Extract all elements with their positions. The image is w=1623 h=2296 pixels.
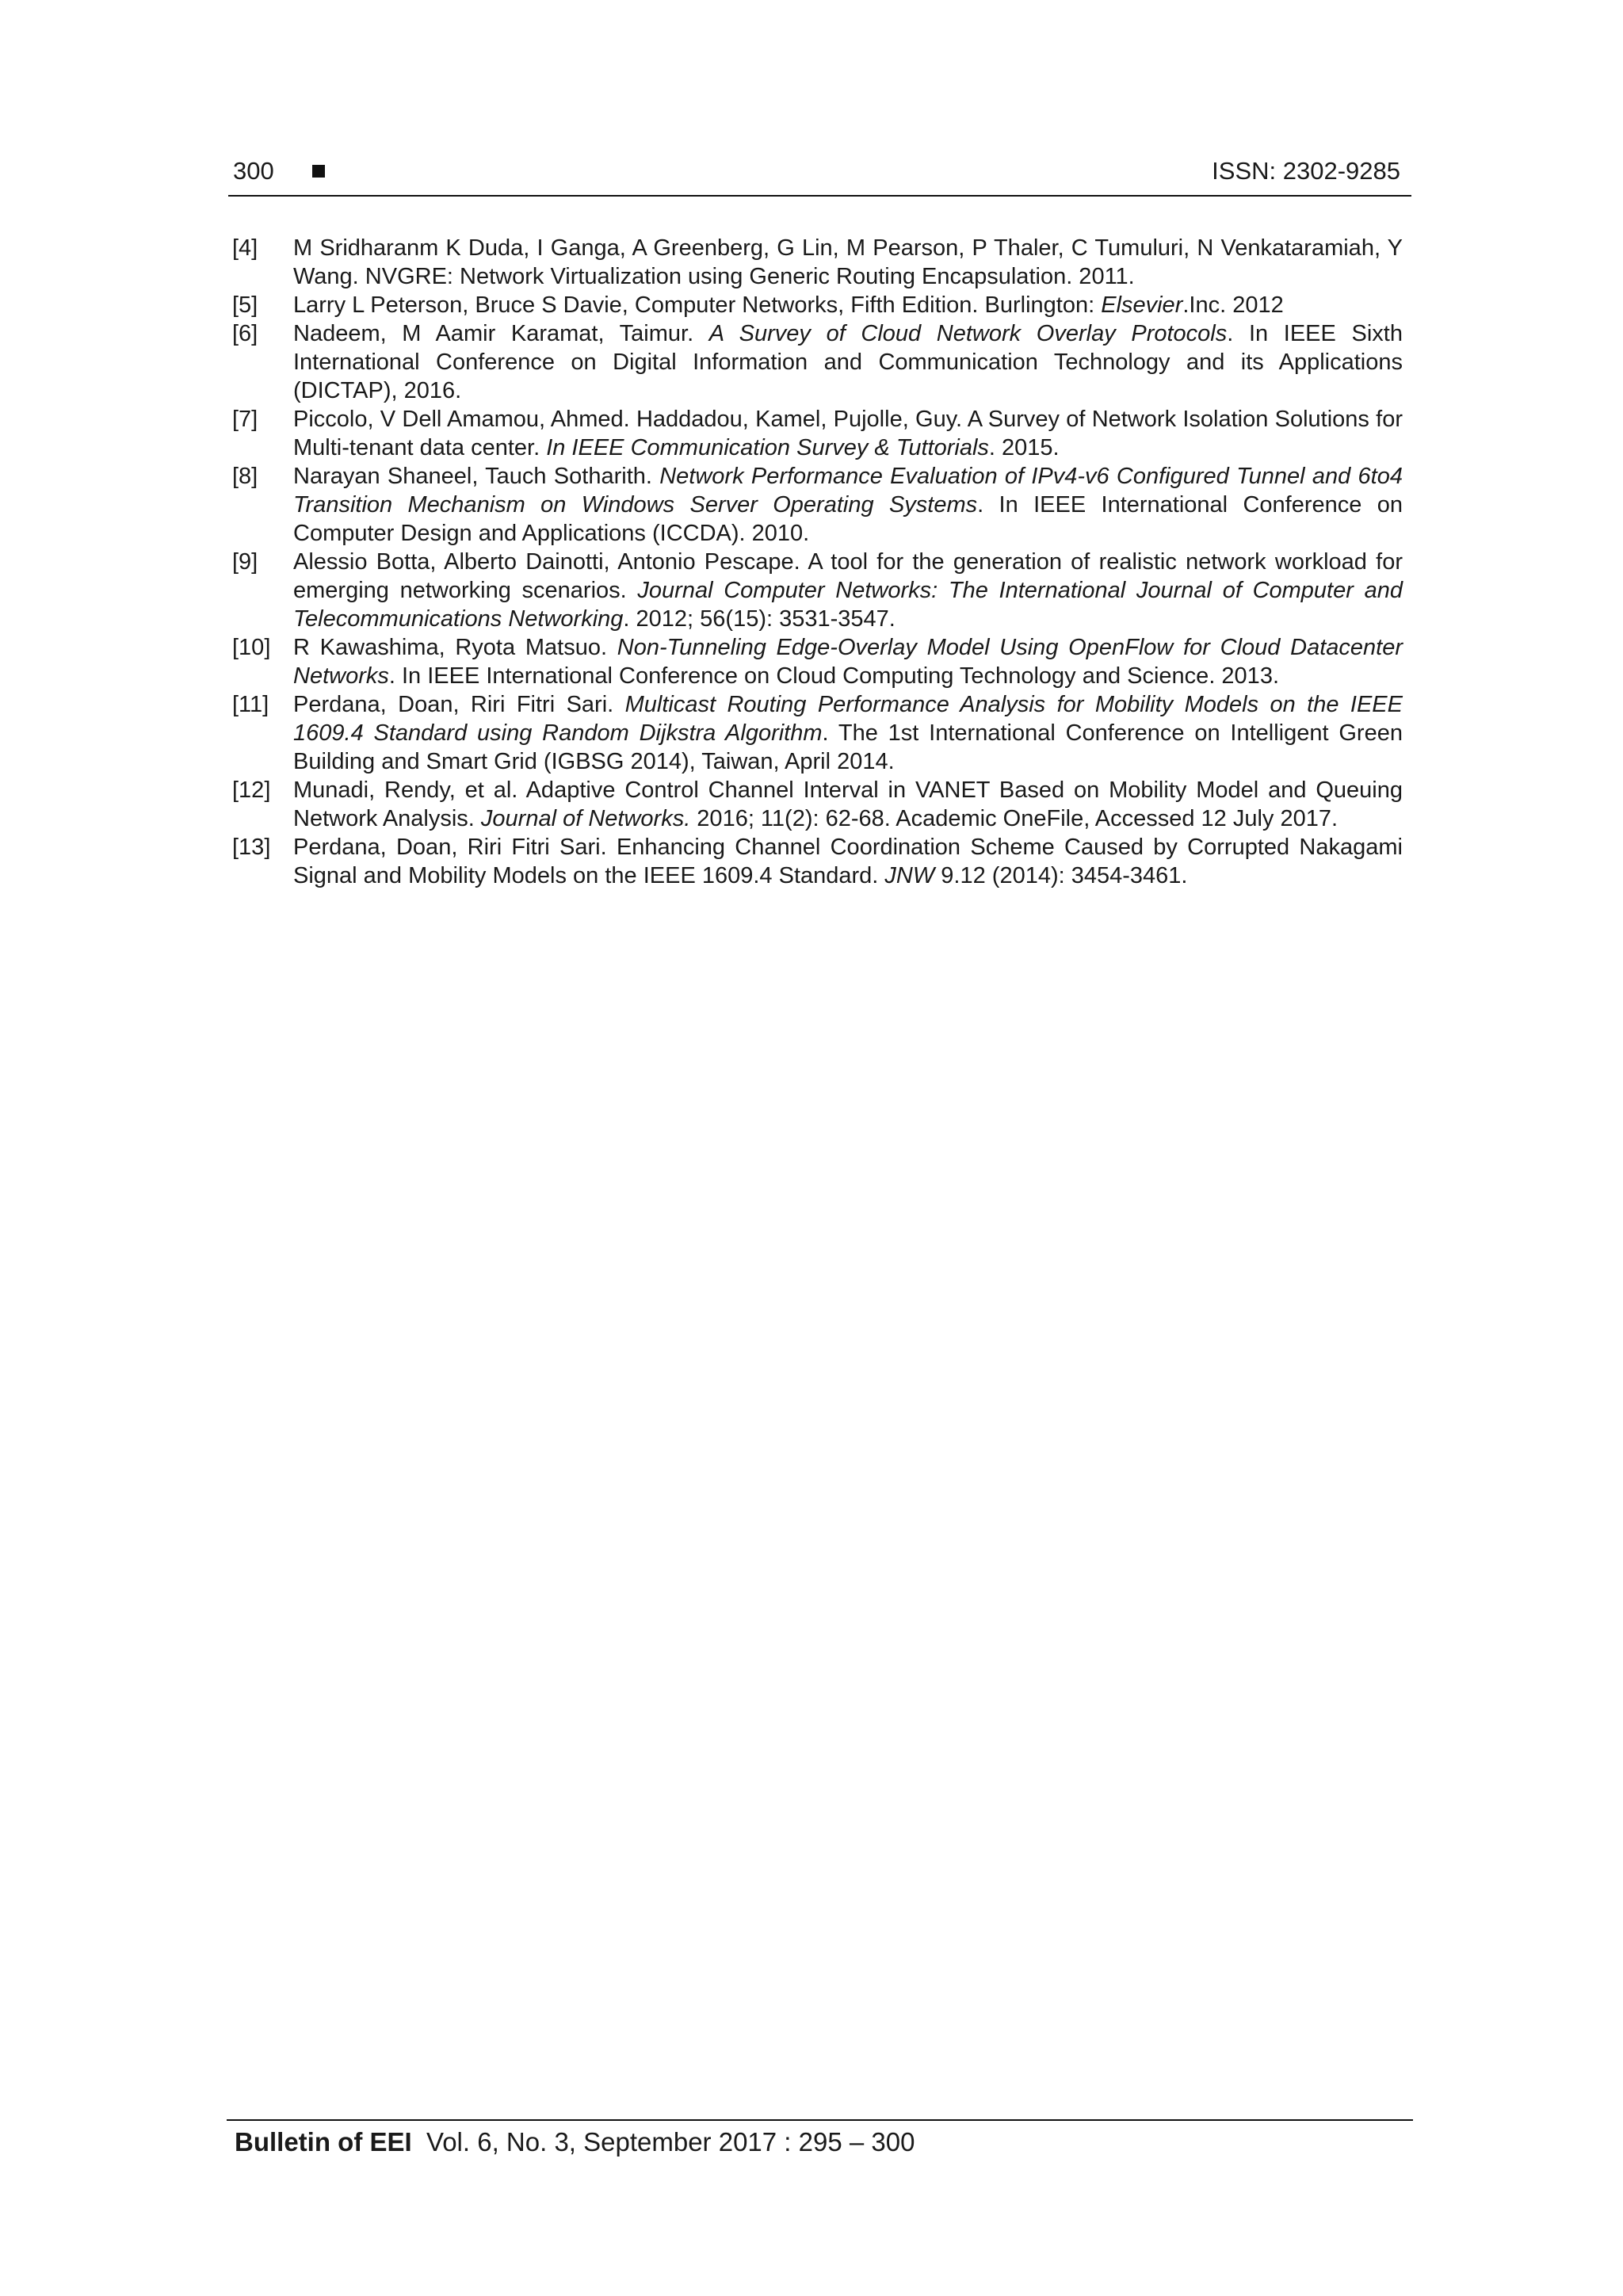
reference-segment: Munadi, Rendy, et al. Adaptive Control Channel Interval in VANET Based on Mobility Model and Queuing Network Analysis. (293, 777, 1403, 831)
reference-title-italic: Non-Tunneling Edge-Overlay Model Using OpenFlow for Cloud Datacenter Networks (293, 635, 1403, 689)
reference-text (293, 549, 1403, 632)
reference-segment: Perdana, Doan, Riri Fitri Sari. (293, 692, 625, 717)
reference-number: [7] (232, 407, 258, 432)
reference-text (293, 321, 1403, 403)
page-footer (235, 2125, 915, 2160)
reference-text (293, 407, 1403, 460)
reference-entry (232, 291, 1403, 319)
reference-number: [5] (232, 292, 258, 318)
reference-text (293, 464, 1403, 546)
reference-title-italic: Network Performance Evaluation of IPv4-v6 Configured Tunnel and 6to4 Transition Mechanism on Windows Server Operating Systems (293, 464, 1403, 518)
reference-text (293, 292, 1284, 318)
footer-journal-name: Bulletin of EEI (235, 2127, 412, 2157)
reference-number: [6] (232, 321, 258, 346)
reference-text (293, 635, 1403, 689)
reference-number: [4] (232, 235, 258, 261)
reference-segment: 2016; 11(2): 62-68. Academic OneFile, Accessed 12 July 2017. (690, 806, 1338, 831)
footer-issue-details: Vol. 6, No. 3, September 2017 : 295 – 300 (426, 2127, 915, 2157)
reference-segment: Larry L Peterson, Bruce S Davie, Computer Networks, Fifth Edition. Burlington: (293, 292, 1102, 318)
reference-segment: . In IEEE Sixth International Conference on Digital Information and Communication Technology and its Applications (DICTAP), 2016. (293, 321, 1403, 403)
reference-text (293, 692, 1403, 774)
reference-title-italic: Multicast Routing Performance Analysis for Mobility Models on the IEEE 1609.4 Standard using Random Dijkstra Algorithm (293, 692, 1403, 746)
reference-text (293, 777, 1403, 831)
reference-title-italic: Journal of Networks. (480, 806, 691, 831)
footer-divider (227, 2119, 1413, 2121)
page-number: 300 (233, 157, 274, 185)
reference-entry (232, 234, 1403, 291)
reference-segment: M Sridharanm K Duda, I Ganga, A Greenberg, G Lin, M Pearson, P Thaler, C Tumuluri, N Venkataramiah, Y Wang. NVGRE: Network Virtualization using Generic Routing Encapsulation. 2011. (293, 235, 1403, 289)
reference-title-italic: Elsevier (1101, 292, 1183, 318)
issn-label: ISSN: 2302-9285 (1212, 157, 1400, 185)
reference-segment: . 2012; 56(15): 3531-3547. (623, 606, 896, 632)
reference-segment: . In IEEE International Conference on Computer Design and Applications (ICCDA). 2010. (293, 492, 1403, 546)
reference-segment: . 2015. (988, 435, 1060, 460)
reference-entry (232, 405, 1403, 462)
reference-entry (232, 690, 1403, 776)
reference-entry (232, 319, 1403, 405)
reference-number: [9] (232, 549, 258, 575)
reference-number: [11] (232, 692, 269, 717)
reference-entry (232, 548, 1403, 633)
page-header (228, 155, 1411, 195)
reference-text (293, 235, 1403, 289)
reference-title-italic: JNW (884, 863, 935, 888)
reference-entry (232, 776, 1403, 833)
reference-title-italic: A Survey of Cloud Network Overlay Protocols (708, 321, 1228, 346)
reference-number: [13] (232, 835, 271, 860)
reference-entry (232, 833, 1403, 890)
reference-segment: . In IEEE International Conference on Cloud Computing Technology and Science. 2013. (388, 663, 1280, 689)
reference-number: [10] (232, 635, 271, 660)
reference-number: [12] (232, 777, 271, 803)
reference-title-italic: Journal Computer Networks: The International Journal of Computer and Telecommunications Networking (293, 578, 1403, 632)
reference-title-italic: In IEEE Communication Survey & Tuttorials (546, 435, 989, 460)
reference-segment: Nadeem, M Aamir Karamat, Taimur. (293, 321, 709, 346)
reference-text (293, 835, 1403, 888)
reference-number: [8] (232, 464, 258, 489)
reference-entry (232, 462, 1403, 548)
square-bullet-icon (312, 165, 325, 178)
reference-segment: Narayan Shaneel, Tauch Sotharith. (293, 464, 660, 489)
reference-segment: R Kawashima, Ryota Matsuo. (293, 635, 617, 660)
reference-segment: .Inc. 2012 (1182, 292, 1284, 318)
reference-entry (232, 633, 1403, 690)
reference-segment: . The 1st International Conference on Intelligent Green Building and Smart Grid (IGBSG 2014), Taiwan, April 2014. (293, 720, 1403, 774)
reference-segment: Alessio Botta, Alberto Dainotti, Antonio Pescape. A tool for the generation of realistic network workload for emerging networking scenarios. (293, 549, 1403, 603)
reference-list (232, 234, 1403, 890)
reference-segment: Perdana, Doan, Riri Fitri Sari. Enhancing Channel Coordination Scheme Caused by Corrupted Nakagami Signal and Mobility Models on the IEEE 1609.4 Standard. (293, 835, 1403, 888)
header-divider (228, 195, 1411, 197)
reference-segment: 9.12 (2014): 3454-3461. (934, 863, 1188, 888)
reference-segment: Piccolo, V Dell Amamou, Ahmed. Haddadou, Kamel, Pujolle, Guy. A Survey of Network Isolation Solutions for Multi-tenant data center. (293, 407, 1403, 460)
